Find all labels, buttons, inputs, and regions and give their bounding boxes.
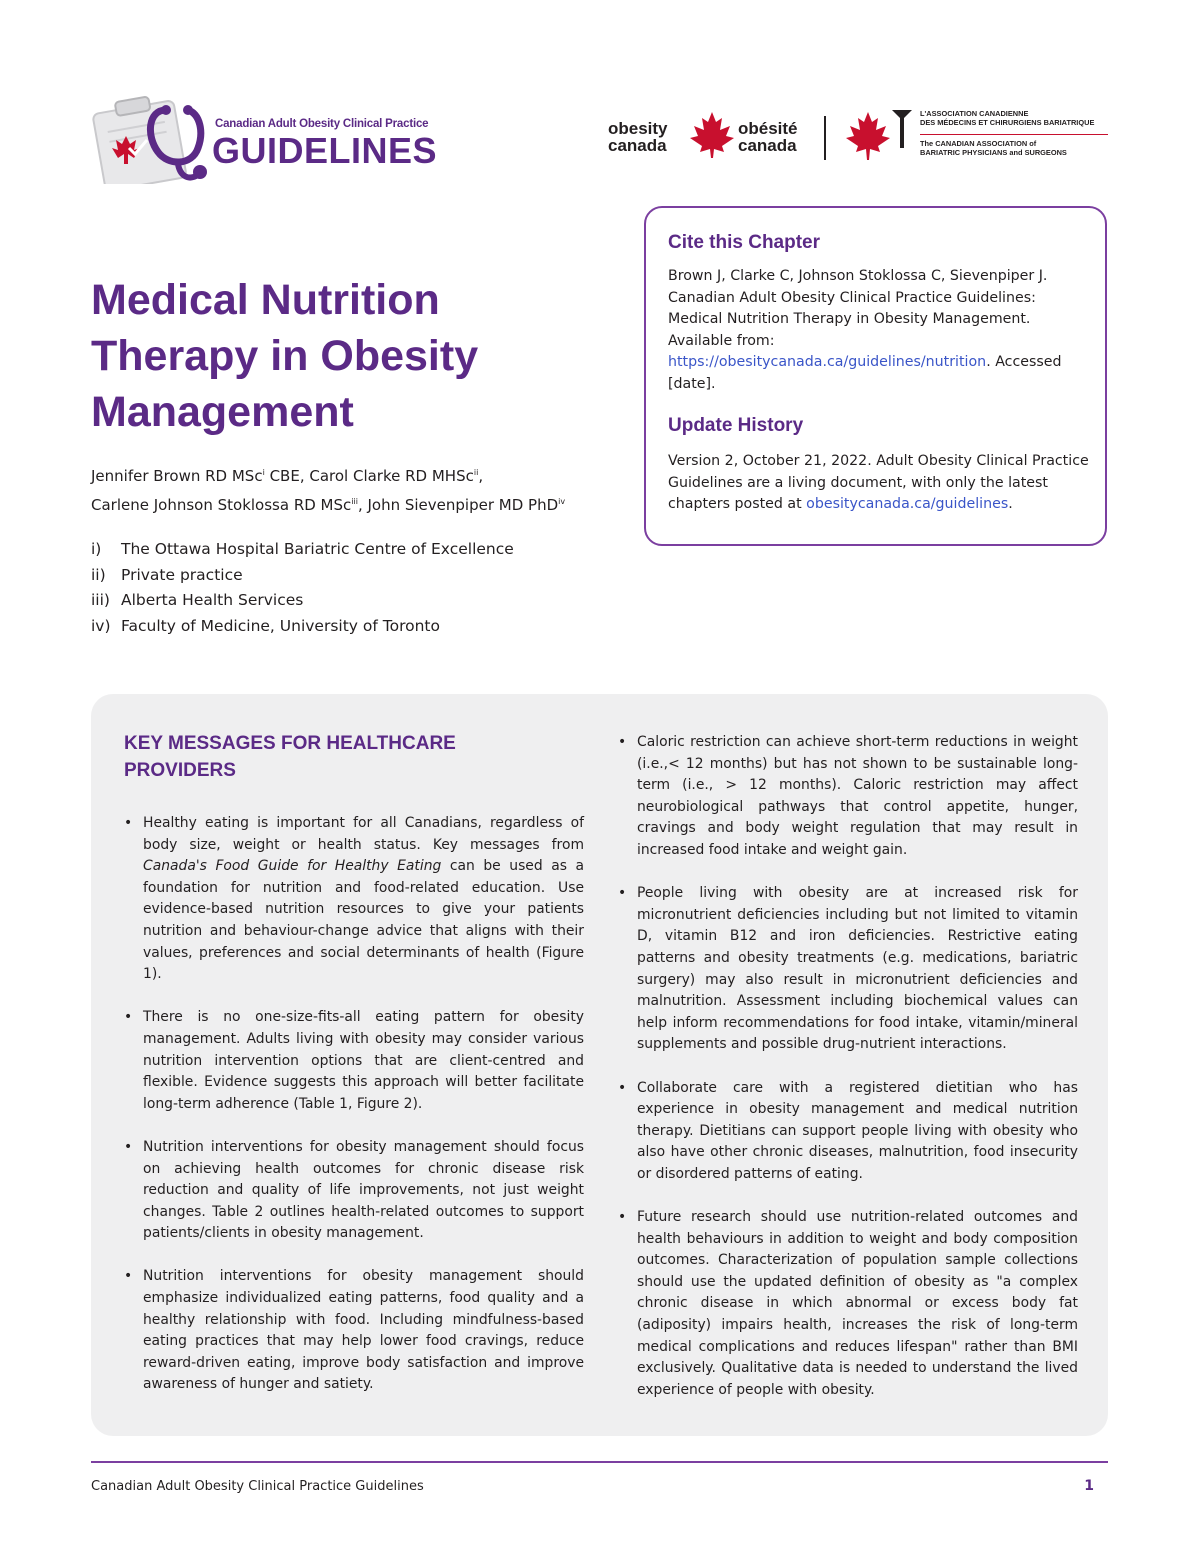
list-item: • Caloric restriction can achieve short-term reductions in weight (i.e.,< 12 months) but has not shown to be sustainable long-term (i.e., > 12 months). Caloric restriction may affect neurobiological pathways that control appetite, hunger, cravings and body weight regulation that may result in increased food intake and weight gain.	[618, 732, 1078, 862]
key-messages-right-column	[618, 732, 1078, 1423]
affiliation-item: iii) Alberta Health Services	[91, 591, 304, 609]
obesity-canada-en	[608, 120, 668, 154]
authors	[91, 460, 636, 518]
key-messages-left-column	[124, 813, 584, 1418]
logo-title: GUIDELINES	[212, 130, 438, 171]
list-item: • Collaborate care with a registered dietitian who has experience in obesity management and medical nutrition therapy. Dietitians can support people living with obesity who also have other chronic diseases, malnutrition, food insecurity or disordered patterns of eating.	[618, 1078, 1078, 1186]
oc-fr-line2: canada	[738, 136, 797, 155]
list-item: • Future research should use nutrition-related outcomes and health behaviours in addition to weight and body composition outcomes. Characterization of population sample collections should use the updated definition of obesity as "a complex chronic disease in which abnormal or excess body fat (adiposity) impairs health, increases the risk of long-term medical complications and reduces lifespan" rather than BMI exclusively. Qualitative data is needed to understand the lived experience of people with obesity.	[618, 1207, 1078, 1401]
footer-title: Canadian Adult Obesity Clinical Practice Guidelines	[91, 1479, 424, 1494]
oc-en-line2: canada	[608, 136, 667, 155]
cite-heading: Cite this Chapter	[668, 232, 821, 253]
affiliation-item: iv) Faculty of Medicine, University of Toronto	[91, 616, 440, 635]
cabps-rule	[920, 134, 1108, 135]
list-item: • Healthy eating is important for all Canadians, regardless of body size, weight or health status. Key messages from Canada's Food Guide for Healthy Eating can be used as a foundation for nutrition and food-related education. Use evidence-based nutrition resources to give your patients nutrition and behaviour-change advice that aligns with their values, preferences and social determinants of health (Figure 1).	[124, 813, 584, 986]
authors-line-2: Carlene Johnson Stoklossa RD MSc$^{iii}$, John Sievenpiper MD PhD$^{iv}$	[91, 496, 566, 514]
list-item: • Nutrition interventions for obesity management should focus on achieving health outcomes for chronic disease risk reduction and quality of life improvements, not just weight changes. Table 2 outlines health-related outcomes to support patients/clients in obesity management.	[124, 1137, 584, 1245]
update-heading: Update History	[668, 415, 804, 436]
list-item: • There is no one-size-fits-all eating pattern for obesity management. Adults living with obesity may consider various nutrition intervention options that are client-centred and flexible. Evidence suggests this approach will better facilitate long-term adherence (Table 1, Figure 2).	[124, 1007, 584, 1115]
cabps-english-name	[920, 139, 1067, 157]
cite-link[interactable]: https://obesitycanada.ca/guidelines/nutrition	[668, 354, 987, 371]
cabps-en-line2: BARIATRIC PHYSICIANS and SURGEONS	[920, 148, 1067, 157]
cabps-fr-line1: L'ASSOCIATION CANADIENNE	[920, 109, 1029, 118]
oc-fr-line1: obésité	[738, 119, 798, 138]
list-item: • Nutrition interventions for obesity management should emphasize individualized eating patterns, food quality and a healthy relationship with food. Including mindfulness-based eating practices that may help lower food cravings, reduce reward-driven eating, improve body satisfaction and improve awareness of hunger and satiety.	[124, 1266, 584, 1396]
cabps-french-name	[920, 109, 1094, 127]
oc-en-line1: obesity	[608, 119, 668, 138]
title-line-2: Therapy in Obesity	[91, 332, 479, 380]
list-item: • People living with obesity are at increased risk for micronutrient deficiencies including but not limited to vitamin D, vitamin B12 and iron deficiencies. Restrictive eating patterns and obesity treatments (e.g. medications, bariatric surgery) may also result in micronutrient deficiencies and malnutrition. Assessment including biochemical values can help inform recommendations for food intake, vitamin/mineral supplements and possible drug-nutrient interactions.	[618, 883, 1078, 1056]
update-link[interactable]: obesitycanada.ca/guidelines	[806, 496, 1009, 513]
cabps-en-line1: The CANADIAN ASSOCIATION of	[920, 139, 1037, 148]
cabps-fr-line2: DES MÉDECINS ET CHIRURGIENS BARIATRIQUE	[920, 118, 1095, 127]
title-line-3: Management	[91, 388, 354, 436]
cite-box	[644, 206, 1107, 546]
title-line-1: Medical Nutrition	[91, 276, 440, 324]
partner-logos	[608, 108, 1108, 168]
authors-line-1: Jennifer Brown RD MSc$^i$ CBE, Carol Clarke RD MHSc$^{ii}$,	[91, 467, 484, 485]
cite-text: Brown J, Clarke C, Johnson Stoklossa C, Sievenpiper J. Canadian Adult Obesity Clinical Practice Guidelines: Medical Nutrition Therapy in Obesity Management. Available from: https://obesitycanada.ca/guidelines/nutrition. Accessed [date].	[668, 268, 1062, 392]
affiliations-list	[91, 537, 611, 639]
logo-subtitle: Canadian Adult Obesity Clinical Practice	[215, 118, 429, 130]
affiliation-item: i) The Ottawa Hospital Bariatric Centre of Excellence	[91, 540, 514, 558]
maple-leaf-icon	[690, 112, 734, 162]
affiliation-item: ii) Private practice	[91, 565, 243, 584]
cabps-leaf-icon	[842, 108, 914, 170]
key-messages-title: KEY MESSAGES FOR HEALTHCARE PROVIDERS	[124, 733, 456, 781]
update-text: Version 2, October 21, 2022. Adult Obesity Clinical Practice Guidelines are a living document, with only the latest chapters posted at obesitycanada.ca/guidelines.	[668, 453, 1089, 513]
page-title	[91, 272, 611, 440]
page-number: 1	[1084, 1478, 1094, 1494]
logo-divider	[824, 116, 826, 160]
obesity-canada-fr	[738, 120, 798, 154]
footer-divider	[91, 1461, 1108, 1463]
